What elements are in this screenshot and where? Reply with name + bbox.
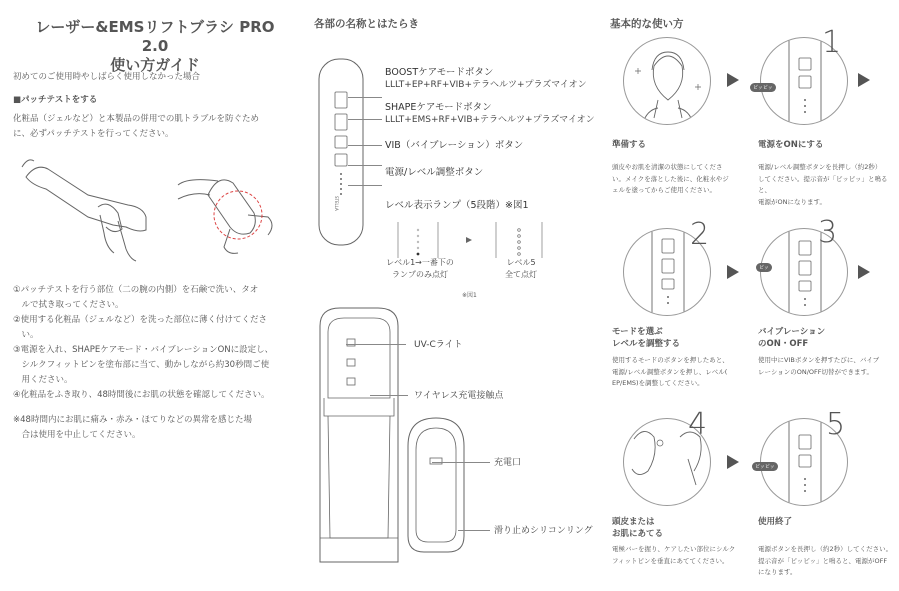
device-logo: STELLA bbox=[334, 196, 339, 211]
step5-number: 5 bbox=[826, 407, 846, 442]
leader-line bbox=[348, 165, 382, 166]
patch-note bbox=[13, 413, 252, 443]
beep-bubble: ピッ bbox=[756, 263, 772, 272]
level5-line1: レベル5 bbox=[506, 258, 536, 267]
patch-step-line: ③電源を入れ、SHAPEケアモード・バイブレーションONに設定し、 bbox=[13, 345, 274, 355]
step3-caption-line2: のON・OFF bbox=[758, 339, 809, 349]
step-desc-line: 電源/レベル調整ボタンを長押し（約2秒） bbox=[758, 163, 882, 171]
step-desc-line: してください。提示音が「ピッピッ」と鳴ると、 bbox=[758, 174, 888, 194]
boost-label: BOOSTケアモードボタン bbox=[385, 67, 494, 78]
patch-step-line: ④化粧品をふき取り、48時間後にお肌の状態を確認してください。 bbox=[13, 390, 270, 400]
patch-desc bbox=[13, 112, 259, 142]
patch-note-line2: 合は使用を中止してください。 bbox=[13, 430, 141, 440]
boost-sub: LLLT+EP+RF+VIB+テラヘルツ+プラズマイオン bbox=[385, 80, 587, 90]
parts-title: 各部の名称とはたらき bbox=[314, 18, 419, 30]
step-desc-line: 使用中にVIBボタンを押すたびに、バイブ bbox=[758, 356, 880, 364]
vib-label: VIB（バイブレーション）ボタン bbox=[385, 140, 524, 151]
step2-number: 2 bbox=[690, 217, 710, 252]
step4-caption bbox=[612, 516, 663, 540]
beep-bubble: ピッピッ bbox=[752, 462, 778, 471]
patch-desc-line2: に、必ずパッチテストを行ってください。 bbox=[13, 129, 174, 139]
step-prepare-circle bbox=[623, 37, 711, 125]
guide-title bbox=[20, 18, 290, 75]
patch-step-line: シルクフィットピンを塗布部に当て、動かしながら約30秒間ご使 bbox=[13, 360, 270, 370]
leader-line bbox=[346, 344, 406, 345]
step-prepare-desc bbox=[612, 162, 729, 197]
leader-line bbox=[348, 119, 382, 120]
patch-step-line: 用ください。 bbox=[13, 375, 73, 385]
leader-line bbox=[348, 97, 382, 98]
leader-line bbox=[348, 145, 382, 146]
step1-caption: 電源をONにする bbox=[758, 140, 824, 150]
step3-number: 3 bbox=[818, 215, 838, 250]
leader-line bbox=[432, 462, 490, 463]
step4-caption-line2: お肌にあてる bbox=[612, 529, 664, 539]
charging-stand-illustration bbox=[314, 306, 404, 566]
level-arrow-icon bbox=[466, 237, 472, 243]
usage-title: 基本的な使い方 bbox=[610, 18, 684, 30]
boost-label-group bbox=[385, 66, 587, 91]
patch-note-line1: ※48時間内にお肌に痛み・赤み・ほてりなどの異常を感じた場 bbox=[13, 415, 252, 425]
uvc-label: UV-Cライト bbox=[414, 340, 463, 350]
step-desc-line: ェルを塗ってからご使用ください。 bbox=[612, 186, 716, 194]
level5-line2: 全て点灯 bbox=[505, 270, 537, 279]
patch-step-line: い。 bbox=[13, 330, 39, 340]
level1-caption bbox=[385, 257, 455, 281]
patch-heading: ■パッチテストをする bbox=[13, 95, 98, 105]
leader-line bbox=[370, 395, 408, 396]
port-label: 充電口 bbox=[494, 458, 522, 468]
guide-title-line1: レーザー&EMSリフトブラシ PRO 2.0 bbox=[35, 18, 275, 55]
device-bottom-illustration bbox=[404, 416, 468, 556]
leader-line bbox=[348, 185, 382, 186]
shape-sub: LLLT+EMS+RF+VIB+テラヘルツ+プラズマイオン bbox=[385, 115, 595, 125]
patch-step-line: ②使用する化粧品（ジェルなど）を洗った部位に薄く付けてくださ bbox=[13, 315, 267, 325]
ring-label: 滑り止めシリコンリング bbox=[494, 526, 593, 536]
step2-caption bbox=[612, 326, 680, 350]
step3-caption bbox=[758, 326, 825, 350]
level5-lamps bbox=[518, 229, 521, 256]
step-desc-line: フィットピンを垂直にあててください。 bbox=[612, 556, 729, 565]
power-label: 電源/レベル調整ボタン bbox=[385, 167, 484, 178]
step-desc-line: になります。 bbox=[758, 568, 797, 576]
shape-label: SHAPEケアモードボタン bbox=[385, 102, 492, 113]
step-desc-line: レーションのON/OFF切替ができます。 bbox=[758, 367, 873, 376]
step4-desc bbox=[612, 544, 735, 567]
leader-line bbox=[458, 530, 490, 531]
step-desc-line: 使用するモードのボタンを押したあと、 bbox=[612, 356, 729, 364]
shape-label-group bbox=[385, 101, 595, 126]
step4-number: 4 bbox=[688, 407, 708, 442]
wireless-label: ワイヤレス充電接触点 bbox=[414, 391, 504, 401]
step3-caption-line1: バイブレーション bbox=[758, 327, 826, 337]
step1-number: 1 bbox=[822, 25, 842, 60]
arrow-icon bbox=[727, 455, 739, 469]
level5-caption bbox=[491, 257, 551, 281]
step-desc-line: い。メイクを落とした後に、化粧水やジ bbox=[612, 174, 729, 183]
arrow-icon bbox=[858, 265, 870, 279]
guide-title-line2: 使い方ガイド bbox=[110, 56, 200, 74]
step-desc-line: 頭皮やお肌を清潔の状態にしてくださ bbox=[612, 163, 723, 171]
step5-caption: 使用終了 bbox=[758, 517, 793, 527]
step4-caption-line1: 頭皮または bbox=[612, 517, 655, 527]
level1-line1: レベル1→一番下の bbox=[386, 258, 454, 267]
beep-bubble: ピッピッ bbox=[750, 83, 776, 92]
step-desc-line: 電源ボタンを長押し（約2秒）してください。 bbox=[758, 545, 893, 553]
step2-caption-line2: レベルを調整する bbox=[612, 339, 681, 349]
patch-step-line: ①パッチテストを行う部位（二の腕の内側）を石鹸で洗い、タオ bbox=[13, 285, 259, 295]
arrow-icon bbox=[727, 73, 739, 87]
patch-step-line: ルで拭き取ってください。 bbox=[13, 300, 124, 310]
intro-text: 初めてのご使用時やしばらく使用しなかった場合 bbox=[13, 72, 201, 82]
level1-line2: ランプのみ点灯 bbox=[392, 270, 448, 279]
step-desc-line: 電極バーを握り、ケアしたい部位にシルク bbox=[612, 545, 736, 553]
step2-desc bbox=[612, 355, 729, 390]
level-diagram bbox=[396, 220, 546, 260]
level1-lamps bbox=[417, 229, 420, 256]
patch-test-illustration bbox=[18, 155, 288, 265]
step-desc-line: 提示音が「ピッピッ」と鳴ると、電源がOFF bbox=[758, 556, 888, 565]
arrow-icon bbox=[727, 265, 739, 279]
arrow-icon bbox=[858, 73, 870, 87]
patch-steps bbox=[13, 283, 298, 403]
step-prepare-caption: 準備する bbox=[612, 140, 647, 150]
face-illustration bbox=[624, 38, 711, 125]
step-desc-line: EP/EMS)を調整してください。 bbox=[612, 379, 704, 387]
device-front-illustration bbox=[318, 58, 364, 248]
fig-note: ※図1 bbox=[462, 292, 477, 299]
step-desc-line: 電源/レベル調整ボタンを押し、レベル( bbox=[612, 367, 728, 376]
step5-desc bbox=[758, 544, 892, 579]
lamp-label: レベル表示ランプ（5段階）※図1 bbox=[385, 200, 529, 211]
step2-caption-line1: モードを選ぶ bbox=[612, 327, 663, 337]
step-desc-line: 電源がONになります。 bbox=[758, 197, 826, 206]
step3-desc bbox=[758, 355, 879, 378]
patch-desc-line1: 化粧品（ジェルなど）と本製品の併用での肌トラブルを防ぐため bbox=[13, 114, 259, 124]
step1-desc bbox=[758, 162, 899, 208]
